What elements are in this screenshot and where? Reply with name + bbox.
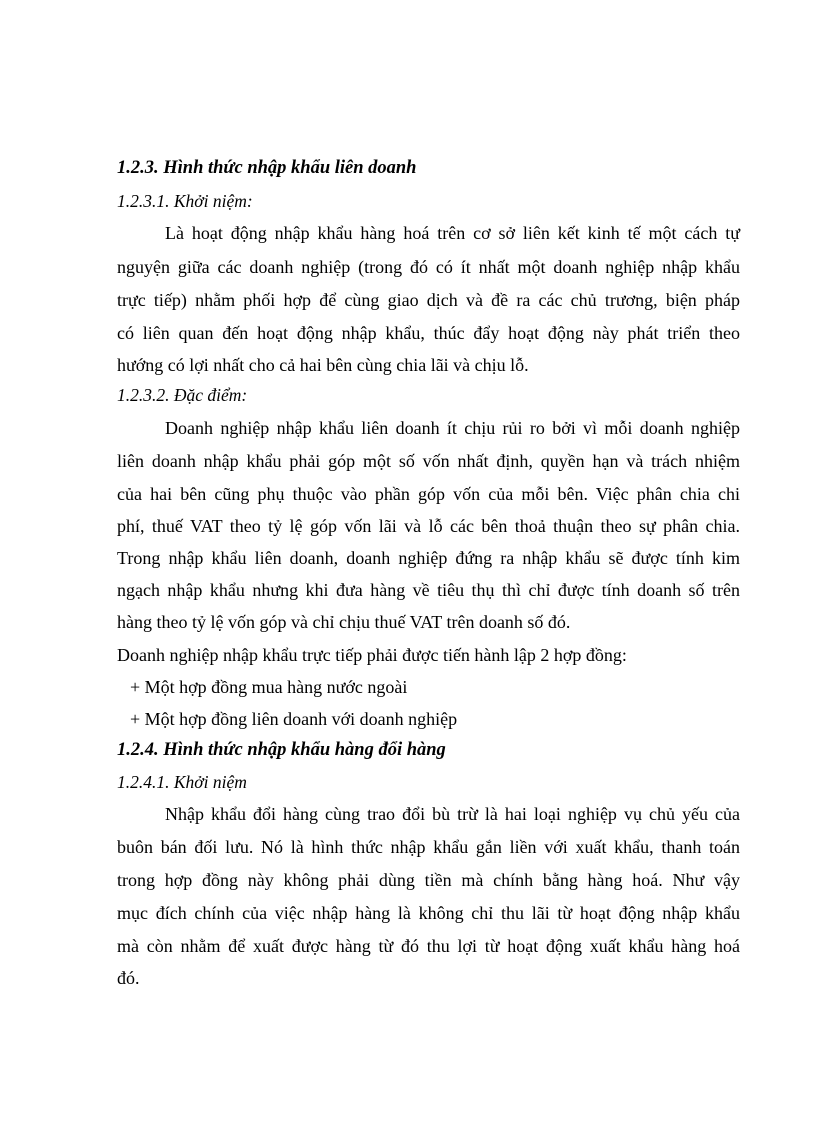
subsection-title-1-2-4-1: 1.2.4.1. Khởi niệm [117,772,247,792]
paragraph-line: phí, thuế VAT theo tỷ lệ góp vốn lãi và lỗ các bên thoả thuận theo sự phân chia. [117,516,740,536]
paragraph-line: Trong nhập khẩu liên doanh, doanh nghiệp đứng ra nhập khẩu sẽ được tính kim [117,548,740,568]
paragraph-line: đó. [117,968,140,988]
paragraph-line: hàng theo tỷ lệ vốn góp và chỉ chịu thuế VAT trên doanh số đó. [117,612,571,632]
paragraph-line: mà còn nhằm để xuất được hàng từ đó thu lợi từ hoạt động xuất khẩu hàng hoá [117,936,740,956]
paragraph-line: Doanh nghiệp nhập khẩu trực tiếp phải được tiến hành lập 2 hợp đồng: [117,645,627,665]
paragraph-line: hướng có lợi nhất cho cả hai bên cùng chia lãi và chịu lỗ. [117,355,529,375]
section-heading-1-2-4: 1.2.4. Hình thức nhập khẩu hàng đổi hàng [117,740,446,760]
paragraph-line: có liên quan đến hoạt động nhập khẩu, thúc đẩy hoạt động này phát triển theo [117,323,740,343]
bullet-item: + Một hợp đồng mua hàng nước ngoài [130,677,408,697]
bullet-item: + Một hợp đồng liên doanh với doanh nghiệp [130,709,458,729]
paragraph-line: Nhập khẩu đổi hàng cùng trao đổi bù trừ là hai loại nghiệp vụ chủ yếu của [165,804,740,824]
paragraph-line: nguyện giữa các doanh nghiệp (trong đó có ít nhất một doanh nghiệp nhập khẩu [117,257,740,277]
subsection-title-1-2-3-2: 1.2.3.2. Đặc điểm: [117,385,248,405]
paragraph-line: trong hợp đồng này không phải dùng tiền mà chính bằng hàng hoá. Như vậy [117,870,740,890]
paragraph-line: ngạch nhập khẩu nhưng khi đưa hàng về tiêu thụ thì chỉ được tính doanh số trên [117,580,740,600]
paragraph-line: Là hoạt động nhập khẩu hàng hoá trên cơ sở liên kết kinh tế một cách tự [165,223,740,243]
section-heading-1-2-3: 1.2.3. Hình thức nhập khẩu liên doanh [117,158,417,178]
paragraph-line: liên doanh nhập khẩu phải góp một số vốn nhất định, quyền hạn và trách nhiệm [117,451,740,471]
subsection-title-1-2-3-1: 1.2.3.1. Khởi niệm: [117,191,253,211]
paragraph-line: mục đích chính của việc nhập hàng là không chỉ thu lãi từ hoạt động nhập khẩu [117,903,740,923]
paragraph-line: của hai bên cũng phụ thuộc vào phần góp vốn của mỗi bên. Việc phân chia chi [117,484,740,504]
paragraph-line: Doanh nghiệp nhập khẩu liên doanh ít chịu rủi ro bởi vì mỗi doanh nghiệp [165,418,740,438]
paragraph-line: buôn bán đối lưu. Nó là hình thức nhập khẩu gắn liền với xuất khẩu, thanh toán [117,837,740,857]
paragraph-line: trực tiếp) nhằm phối hợp để cùng giao dịch và đề ra các chủ trương, biện pháp [117,290,740,310]
